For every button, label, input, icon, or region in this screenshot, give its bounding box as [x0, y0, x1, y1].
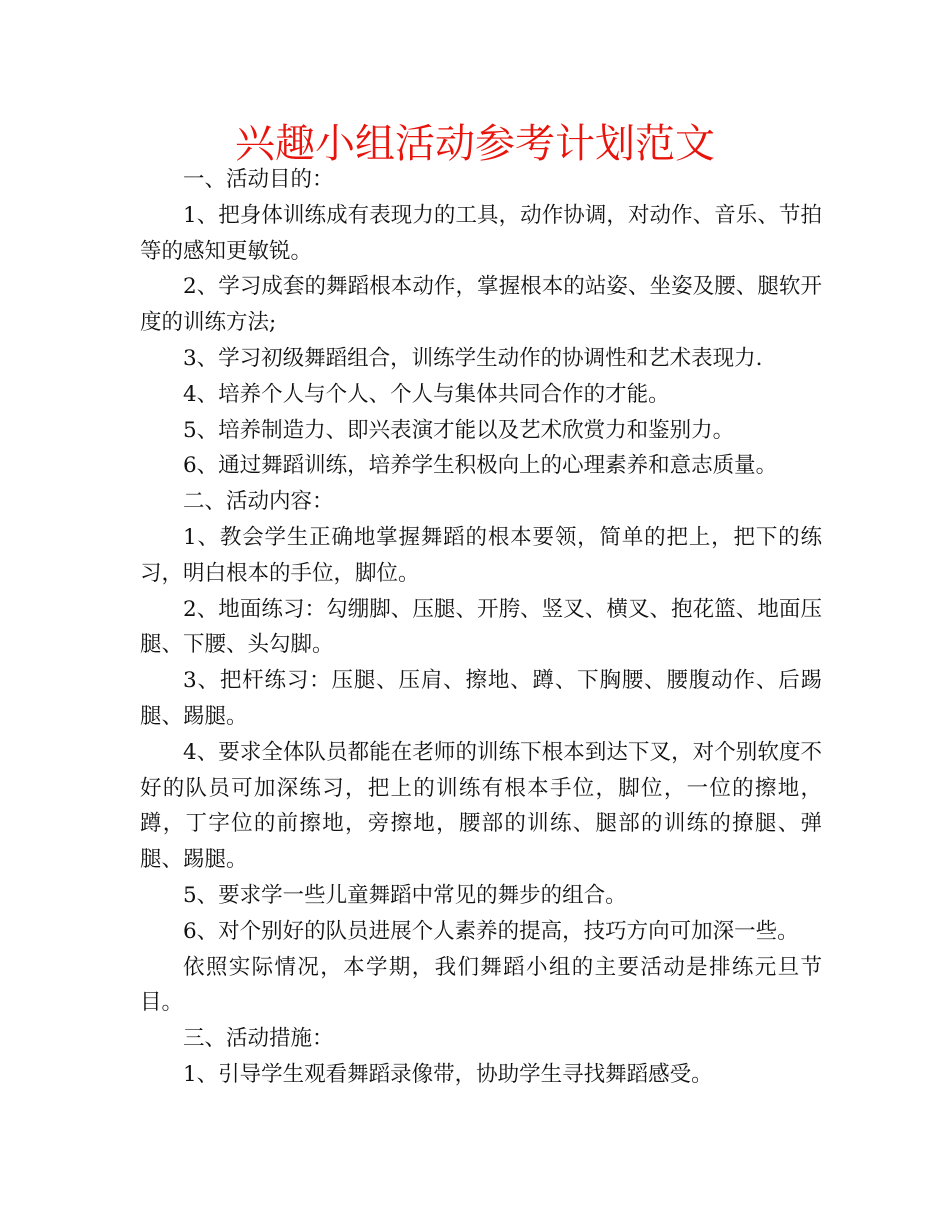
section-heading-content: 二、活动内容： — [183, 489, 334, 515]
paragraph: 4、培养个人与个人、个人与集体共同合作的才能。 — [183, 381, 670, 407]
document-title: 兴趣小组活动参考计划范文 — [235, 121, 715, 167]
paragraph: 6、通过舞蹈训练，培养学生积极向上的心理素养和意志质量。 — [183, 453, 778, 479]
paragraph: 6、对个别好的队员进展个人素养的提高，技巧方向可加深一些。 — [183, 918, 799, 944]
paragraph: 1、教会学生正确地掌握舞蹈的根本要领，简单的把上，把下的练习，明白根本的手位，脚位。 — [140, 524, 822, 586]
paragraph: 5、要求学一些儿童舞蹈中常见的舞步的组合。 — [183, 882, 627, 908]
paragraph: 2、学习成套的舞蹈根本动作，掌握根本的站姿、坐姿及腰、腿软开度的训练方法; — [140, 274, 822, 336]
section-heading-measures: 三、活动措施： — [183, 1026, 334, 1052]
section-heading-purpose: 一、活动目的： — [183, 167, 334, 192]
document-body — [140, 162, 822, 1093]
paragraph: 5、培养制造力、即兴表演才能以及艺术欣赏力和鉴别力。 — [183, 417, 735, 443]
paragraph: 1、引导学生观看舞蹈录像带，协助学生寻找舞蹈感受。 — [183, 1061, 713, 1087]
paragraph: 2、地面练习：勾绷脚、压腿、开胯、竖叉、横叉、抱花篮、地面压腿、下腰、头勾脚。 — [140, 596, 822, 658]
paragraph: 4、要求全体队员都能在老师的训练下根本到达下叉，对个别软度不好的队员可加深练习，把上的训练有根本手位，脚位，一位的擦地，蹲，丁字位的前擦地，旁擦地，腰部的训练、腿部的训练的撩腿、弹腿、踢腿。 — [140, 739, 822, 873]
paragraph: 依照实际情况，本学期，我们舞蹈小组的主要活动是排练元旦节目。 — [140, 954, 822, 1016]
paragraph: 3、把杆练习：压腿、压肩、擦地、蹲、下胸腰、腰腹动作、后踢腿、踢腿。 — [140, 668, 822, 729]
paragraph: 1、把身体训练成有表现力的工具，动作协调，对动作、音乐、节拍等的感知更敏锐。 — [140, 202, 822, 264]
paragraph: 3、学习初级舞蹈组合，训练学生动作的协调性和艺术表现力. — [183, 345, 763, 371]
